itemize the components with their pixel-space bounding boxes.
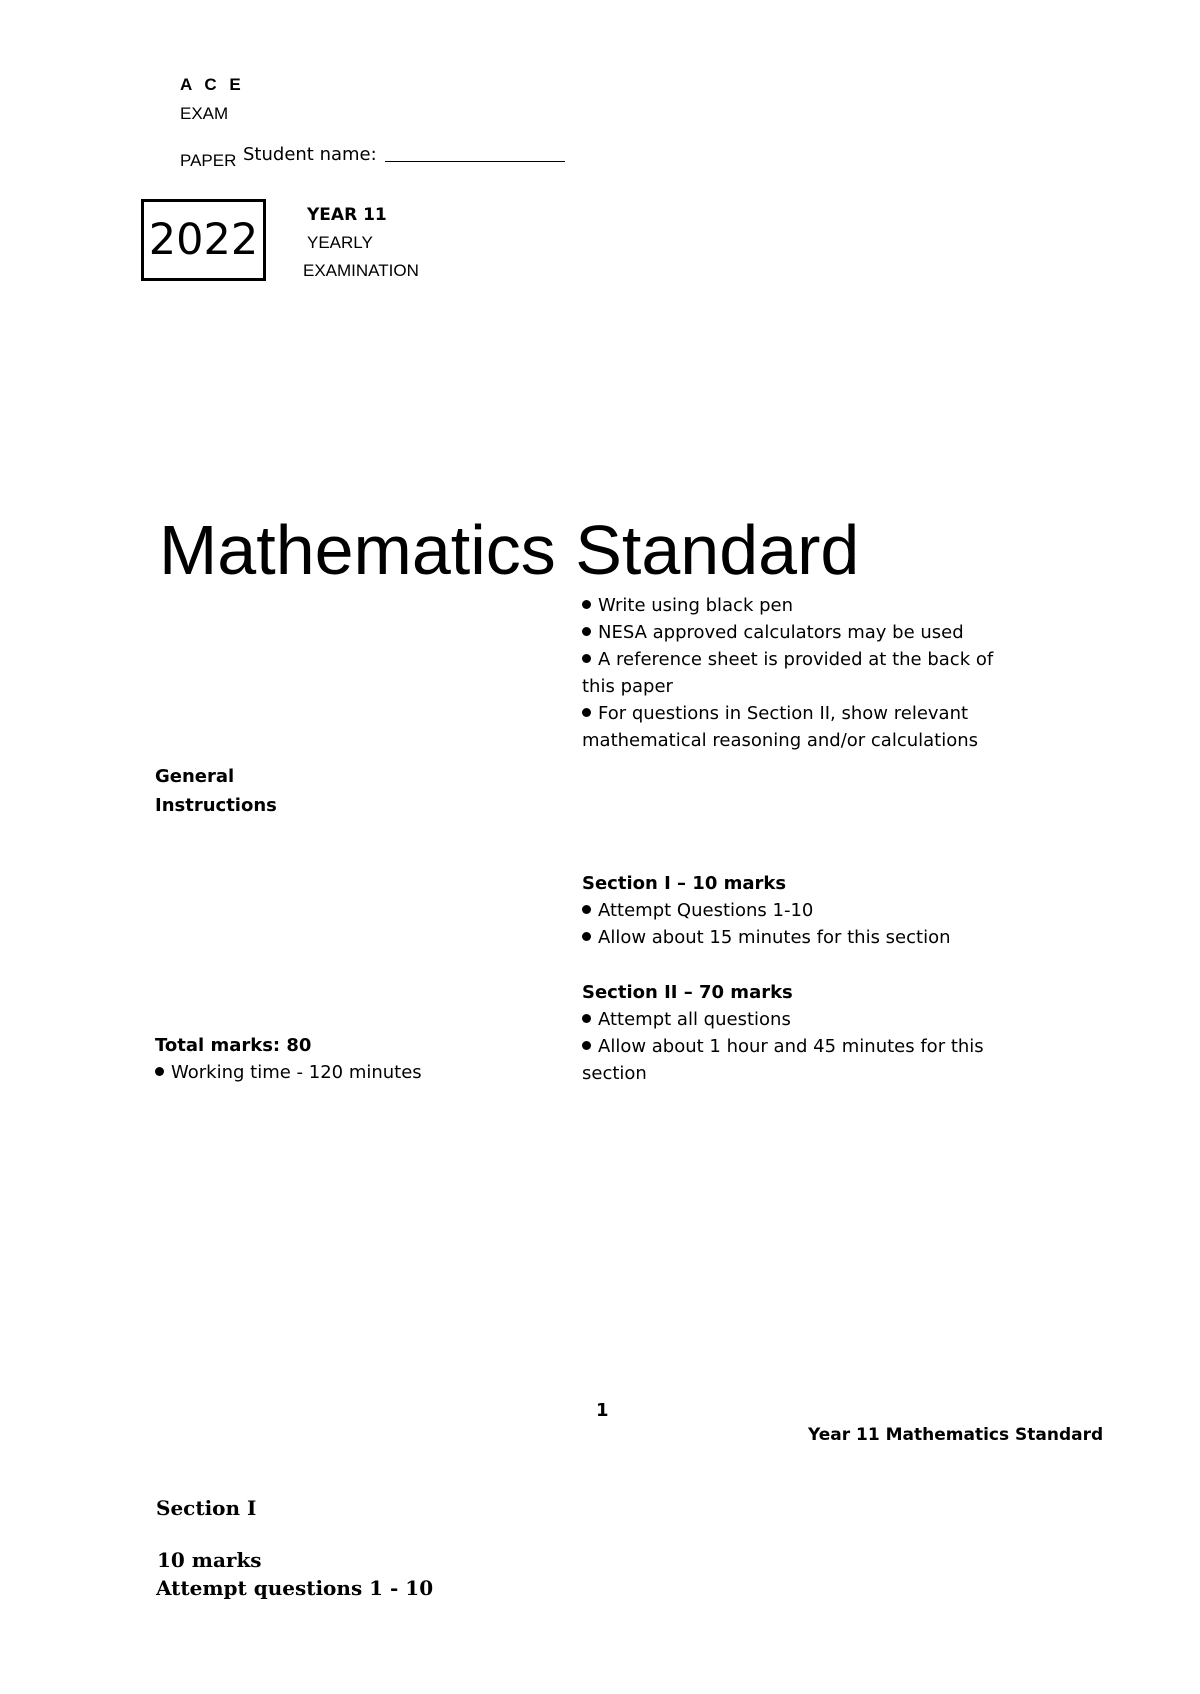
bullet-icon bbox=[582, 600, 591, 609]
page-title: Mathematics Standard bbox=[159, 511, 860, 589]
list-item: Working time - 120 minutes bbox=[155, 1059, 422, 1086]
list-item: Attempt all questions bbox=[582, 1006, 984, 1033]
general-heading-line2: Instructions bbox=[155, 795, 277, 816]
section1-info bbox=[582, 870, 951, 951]
next-section-attempt: Attempt questions 1 - 10 bbox=[156, 1576, 434, 1600]
list-item: A reference sheet is provided at the back of bbox=[582, 646, 993, 673]
bullet-icon bbox=[582, 654, 591, 663]
general-instructions-heading bbox=[155, 762, 355, 820]
bullet-icon bbox=[582, 1014, 591, 1023]
list-item: Allow about 15 minutes for this section bbox=[582, 924, 951, 951]
brand-line-exam: EXAM bbox=[180, 104, 229, 123]
page-number: 1 bbox=[596, 1400, 609, 1421]
list-item: Attempt Questions 1-10 bbox=[582, 897, 951, 924]
exam-type-yearly: YEARLY bbox=[307, 233, 373, 252]
section2-heading: Section II – 70 marks bbox=[582, 982, 793, 1003]
list-item: NESA approved calculators may be used bbox=[582, 619, 993, 646]
bullet-icon bbox=[582, 708, 591, 717]
section1-heading: Section I – 10 marks bbox=[582, 873, 787, 894]
exam-type-examination: EXAMINATION bbox=[303, 261, 419, 280]
list-item-continuation: section bbox=[582, 1063, 647, 1084]
bullet-icon bbox=[582, 905, 591, 914]
student-name-blank bbox=[385, 161, 565, 162]
list-item: Write using black pen bbox=[582, 592, 993, 619]
bullet-icon bbox=[582, 1041, 591, 1050]
bullet-icon bbox=[582, 932, 591, 941]
total-marks: Total marks: 80 bbox=[155, 1035, 312, 1056]
year-level: YEAR 11 bbox=[307, 205, 387, 225]
running-title: Year 11 Mathematics Standard bbox=[808, 1425, 1104, 1445]
list-item-continuation: mathematical reasoning and/or calculations bbox=[582, 730, 979, 751]
brand-line-paper: PAPER bbox=[180, 151, 237, 170]
student-name-field bbox=[243, 144, 565, 165]
next-section-marks: 10 marks bbox=[157, 1548, 262, 1572]
next-section-heading: Section I bbox=[156, 1496, 257, 1520]
total-marks-block bbox=[155, 1032, 422, 1086]
bullet-icon bbox=[582, 627, 591, 636]
list-item: For questions in Section II, show relevant bbox=[582, 700, 993, 727]
list-item-continuation: this paper bbox=[582, 676, 673, 697]
list-item: Allow about 1 hour and 45 minutes for this bbox=[582, 1033, 984, 1060]
year-box: 2022 bbox=[141, 199, 266, 281]
brand-line-ace: A C E bbox=[180, 75, 245, 94]
student-name-label: Student name: bbox=[243, 144, 377, 165]
bullet-icon bbox=[155, 1067, 164, 1076]
general-instructions-list bbox=[582, 592, 993, 754]
section2-info bbox=[582, 979, 984, 1087]
general-heading-line1: General bbox=[155, 766, 235, 787]
